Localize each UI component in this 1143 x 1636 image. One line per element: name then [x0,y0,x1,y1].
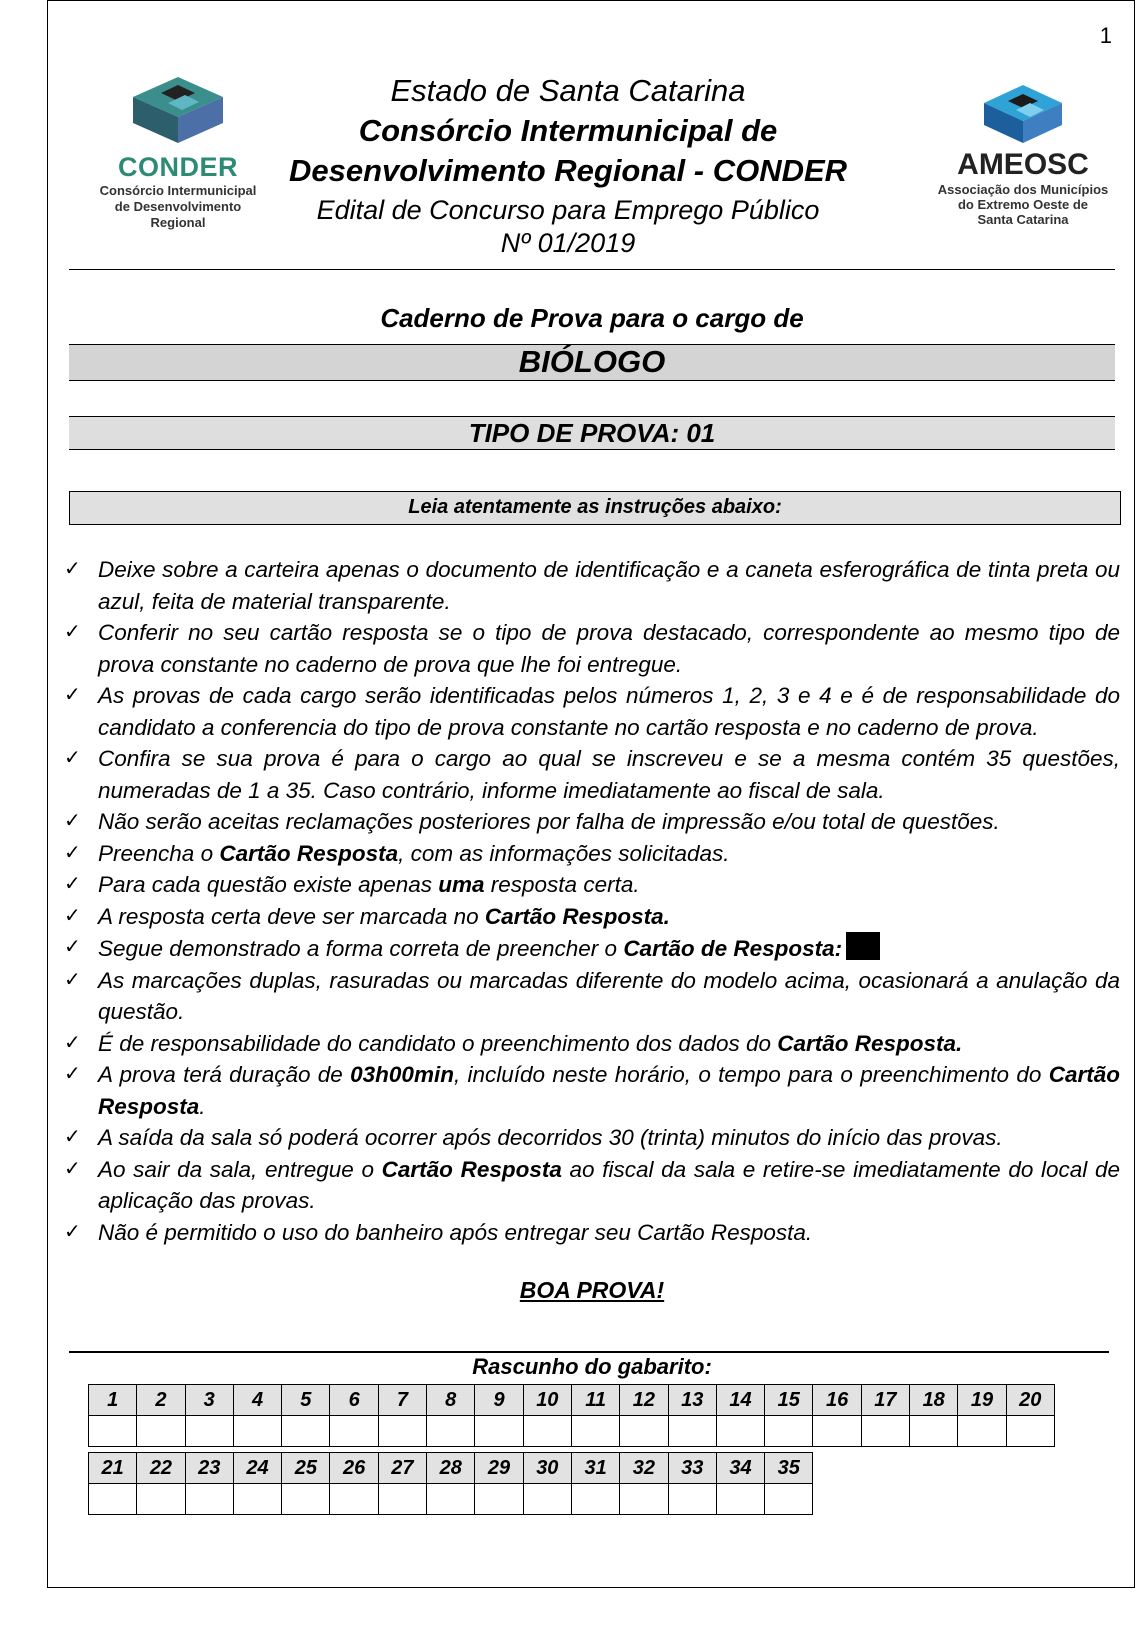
instruction-item: ✓ Não serão aceitas reclamações posteriores por falha de impressão e/ou total de questões. [64,806,1120,838]
instruction-item: ✓ Confira se sua prova é para o cargo ao qual se inscreveu e se a mesma contém 35 questões, numeradas de 1 a 35. Caso contrário, informe imediatamente ao fiscal de sala. [64,743,1120,806]
check-icon: ✓ [64,558,81,580]
gabarito-answer-cell[interactable] [1006,1416,1054,1447]
tipo-prova-bar: TIPO DE PROVA: 01 [69,416,1115,450]
header-state: Estado de Santa Catarina [390,73,746,108]
gabarito-answer-cell[interactable] [282,1484,330,1515]
header-edital: Edital de Concurso para Emprego Público [316,195,820,225]
gabarito-number-cell: 34 [716,1453,764,1484]
gabarito-answer-cell[interactable] [571,1484,619,1515]
conder-logo [68,73,288,231]
check-icon: ✓ [64,1126,81,1148]
gabarito-answer-cell[interactable] [620,1484,668,1515]
gabarito-number-cell: 24 [233,1453,281,1484]
gabarito-answer-cell[interactable] [427,1416,475,1447]
gabarito-answer-cell[interactable] [89,1484,137,1515]
check-icon: ✓ [64,621,81,643]
gabarito-number-cell: 15 [765,1385,813,1416]
cargo-bar: BIÓLOGO [69,344,1115,381]
check-icon: ✓ [64,1157,81,1180]
header-number: Nº 01/2019 [500,228,636,258]
gabarito-answer-cell[interactable] [813,1416,861,1447]
gabarito-answer-cell[interactable] [861,1416,909,1447]
check-icon: ✓ [64,904,81,927]
ameosc-logo-subtitle: Associação dos Municípios do Extremo Oeste de Santa Catarina [937,182,1109,227]
check-icon: ✓ [64,968,81,991]
gabarito-answer-cell[interactable] [910,1416,958,1447]
gabarito-number-cell: 13 [668,1385,716,1416]
gabarito-number-cell: 18 [910,1385,958,1416]
check-icon: ✓ [64,747,81,769]
gabarito-answer-cell[interactable] [185,1416,233,1447]
gabarito-answer-cell[interactable] [233,1416,281,1447]
gabarito-answer-cell[interactable] [330,1484,378,1515]
gabarito-number-cell: 2 [137,1385,185,1416]
header-org-line2: Desenvolvimento Regional - CONDER [288,153,848,188]
gabarito-number-cell: 29 [475,1453,523,1484]
gabarito-number-cell: 8 [427,1385,475,1416]
page-frame [47,0,1135,1588]
header-org-line1: Consórcio Intermunicipal de [358,113,778,148]
gabarito-answer-cell[interactable] [668,1416,716,1447]
ameosc-logo-name: AMEOSC [957,148,1089,181]
document-header [288,71,848,259]
gabarito-answer-cell[interactable] [427,1484,475,1515]
gabarito-number-cell: 19 [958,1385,1006,1416]
gabarito-number-cell: 25 [282,1453,330,1484]
header-divider [69,269,1115,270]
gabarito-number-cell: 28 [427,1453,475,1484]
gabarito-answer-cell[interactable] [523,1416,571,1447]
gabarito-number-cell: 7 [378,1385,426,1416]
gabarito-answer-cell[interactable] [378,1416,426,1447]
gabarito-number-cell: 10 [523,1385,571,1416]
gabarito-answer-cell[interactable] [185,1484,233,1515]
gabarito-number-cell: 22 [137,1453,185,1484]
gabarito-grid-1 [88,1384,1055,1447]
instructions-heading: Leia atentamente as instruções abaixo: [69,491,1121,525]
instruction-item: ✓ Ao sair da sala, entregue o Cartão Resposta ao fiscal da sala e retire-se imediatamente do local de aplicação das provas. [64,1154,1120,1217]
instruction-item: ✓ A prova terá duração de 03h00min, incluído neste horário, o tempo para o preenchimento do Cartão Resposta. [64,1059,1120,1122]
instruction-item: ✓ Segue demonstrado a forma correta de preencher o Cartão de Resposta: [64,932,1120,965]
check-icon: ✓ [64,810,81,832]
instruction-item: ✓ É de responsabilidade do candidato o preenchimento dos dados do Cartão Resposta. [64,1028,1120,1060]
ameosc-logo [928,83,1118,227]
check-icon: ✓ [64,841,81,864]
gabarito-answer-cell[interactable] [475,1484,523,1515]
gabarito-number-cell: 12 [620,1385,668,1416]
instructions-list [64,554,1120,1248]
gabarito-number-cell: 23 [185,1453,233,1484]
gabarito-number-cell: 20 [1006,1385,1054,1416]
gabarito-answer-cell[interactable] [233,1484,281,1515]
instruction-item: ✓ Não é permitido o uso do banheiro após entregar seu Cartão Resposta. [64,1217,1120,1249]
gabarito-grid-2 [88,1452,813,1515]
gabarito-number-cell: 17 [861,1385,909,1416]
gabarito-answer-cell[interactable] [765,1416,813,1447]
gabarito-answer-cell[interactable] [137,1484,185,1515]
gabarito-number-cell: 35 [765,1453,813,1484]
gabarito-number-cell: 6 [330,1385,378,1416]
gabarito-answer-cell[interactable] [137,1416,185,1447]
gabarito-answer-cell[interactable] [716,1484,764,1515]
gabarito-number-cell: 14 [716,1385,764,1416]
gabarito-number-cell: 30 [523,1453,571,1484]
instruction-item: ✓ As provas de cada cargo serão identificadas pelos números 1, 2, 3 e 4 e é de responsabilidade do candidato a conferencia do tipo de prova constante no cartão resposta e no caderno de prova. [64,680,1120,743]
gabarito-answer-cell[interactable] [668,1484,716,1515]
gabarito-number-cell: 1 [89,1385,137,1416]
gabarito-number-cell: 9 [475,1385,523,1416]
instruction-item: ✓ Para cada questão existe apenas uma resposta certa. [64,869,1120,901]
gabarito-answer-cell[interactable] [571,1416,619,1447]
rascunho-divider [69,1351,1109,1353]
conder-logo-icon [123,73,233,147]
check-icon: ✓ [64,1063,81,1085]
instruction-item: ✓ Deixe sobre a carteira apenas o documento de identificação e a caneta esferográfica de tinta preta ou azul, feita de material transparente. [64,554,1120,617]
boa-prova: BOA PROVA! [519,1277,665,1303]
instruction-item: ✓ A saída da sala só poderá ocorrer após decorridos 30 (trinta) minutos do início das provas. [64,1122,1120,1154]
gabarito-number-cell: 21 [89,1453,137,1484]
caderno-title: Caderno de Prova para o cargo de [380,303,804,333]
page-number: 1 [1099,23,1112,48]
conder-logo-name: CONDER [117,152,238,182]
rascunho-title: Rascunho do gabarito: [472,1354,712,1379]
gabarito-answer-cell[interactable] [89,1416,137,1447]
check-icon: ✓ [64,1031,81,1054]
gabarito-answer-cell[interactable] [282,1416,330,1447]
check-icon: ✓ [64,684,81,706]
gabarito-number-cell: 27 [378,1453,426,1484]
gabarito-number-cell: 33 [668,1453,716,1484]
gabarito-number-cell: 11 [571,1385,619,1416]
gabarito-answer-cell[interactable] [378,1484,426,1515]
instruction-item: ✓ Conferir no seu cartão resposta se o tipo de prova destacado, correspondente ao mesmo tipo de prova constante no caderno de prova que lhe foi entregue. [64,617,1120,680]
instruction-item: ✓ A resposta certa deve ser marcada no Cartão Resposta. [64,901,1120,933]
check-icon: ✓ [64,936,81,958]
gabarito-number-cell: 32 [620,1453,668,1484]
gabarito-number-cell: 31 [571,1453,619,1484]
gabarito-answer-cell[interactable] [620,1416,668,1447]
gabarito-number-cell: 4 [233,1385,281,1416]
gabarito-answer-cell[interactable] [765,1484,813,1515]
instruction-item: ✓ Preencha o Cartão Resposta, com as informações solicitadas. [64,838,1120,870]
ameosc-logo-icon [978,83,1068,145]
gabarito-answer-cell[interactable] [958,1416,1006,1447]
gabarito-answer-cell[interactable] [523,1484,571,1515]
gabarito-number-cell: 5 [282,1385,330,1416]
filled-mark-example-icon [846,932,880,960]
gabarito-answer-cell[interactable] [475,1416,523,1447]
check-icon: ✓ [64,1220,81,1243]
gabarito-number-cell: 16 [813,1385,861,1416]
gabarito-number-cell: 26 [330,1453,378,1484]
gabarito-answer-cell[interactable] [716,1416,764,1447]
gabarito-number-cell: 3 [185,1385,233,1416]
conder-logo-subtitle: Consórcio Intermunicipal de Desenvolvimento Regional [99,183,257,230]
check-icon: ✓ [64,873,81,895]
gabarito-answer-cell[interactable] [330,1416,378,1447]
instruction-item: ✓ As marcações duplas, rasuradas ou marcadas diferente do modelo acima, ocasionará a anulação da questão. [64,965,1120,1028]
